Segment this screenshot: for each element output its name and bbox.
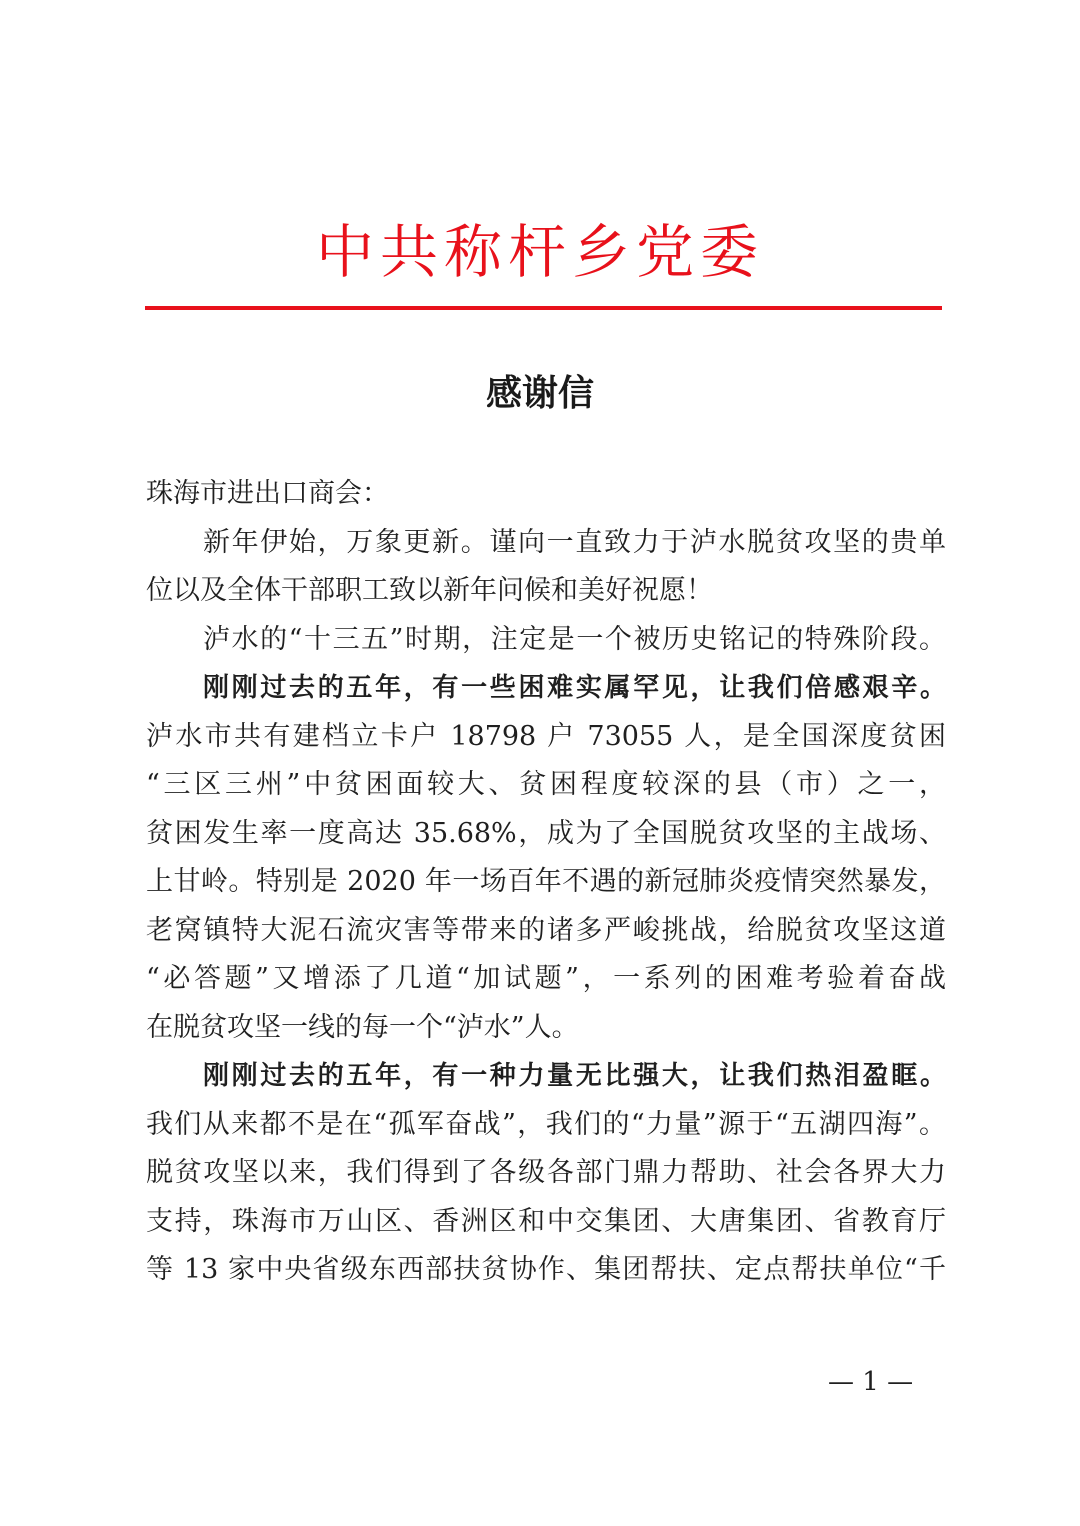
body-line: 上甘岭。特别是 2020 年一场百年不遇的新冠肺炎疫情突然暴发， (146, 866, 946, 897)
body-line: 支持，珠海市万山区、香洲区和中交集团、大唐集团、省教育厅 (146, 1205, 946, 1237)
emphasized-line: 刚刚过去的五年，有一种力量无比强大，让我们热泪盈眶。 (203, 1061, 946, 1091)
body-line: 贫困发生率一度高达 35.68%，成为了全国脱贫攻坚的主战场、 (146, 817, 946, 849)
letter-body (146, 470, 946, 1295)
body-line: 泸水的“十三五”时期，注定是一个被历史铭记的特殊阶段。 (203, 623, 946, 655)
emphasized-line: 刚刚过去的五年，有一些困难实属罕见，让我们倍感艰辛。 (203, 673, 946, 703)
salutation: 珠海市进出口商会： (146, 478, 389, 509)
body-line: 泸水市共有建档立卡户 18798 户 73055 人，是全国深度贫困 (146, 720, 946, 752)
body-line: “三区三州”中贫困面较大、贫困程度较深的县（市）之一， (146, 769, 946, 800)
body-line: “必答题”又增添了几道“加试题”，一系列的困难考验着奋战 (146, 963, 946, 994)
body-line: 在脱贫攻坚一线的每一个“泸水”人。 (146, 1011, 579, 1043)
body-line: 脱贫攻坚以来，我们得到了各级各部门鼎力帮助、社会各界大力 (146, 1157, 946, 1188)
organization-header: 中共称杆乡党委 (315, 218, 764, 286)
red-divider-line (145, 306, 942, 310)
document-title: 感谢信 (485, 373, 594, 414)
body-line: 位以及全体干部职工致以新年问候和美好祝愿！ (146, 575, 713, 606)
body-line: 我们从来都不是在“孤军奋战”，我们的“力量”源于“五湖四海”。 (146, 1108, 946, 1140)
body-line: 等 13 家中央省级东西部扶贫协作、集团帮扶、定点帮扶单位“千 (146, 1254, 946, 1285)
body-line: 新年伊始，万象更新。谨向一直致力于泸水脱贫攻坚的贵单 (203, 526, 946, 558)
page-number: — 1 — (828, 1367, 914, 1397)
body-line: 老窝镇特大泥石流灾害等带来的诸多严峻挑战，给脱贫攻坚这道 (146, 914, 946, 946)
